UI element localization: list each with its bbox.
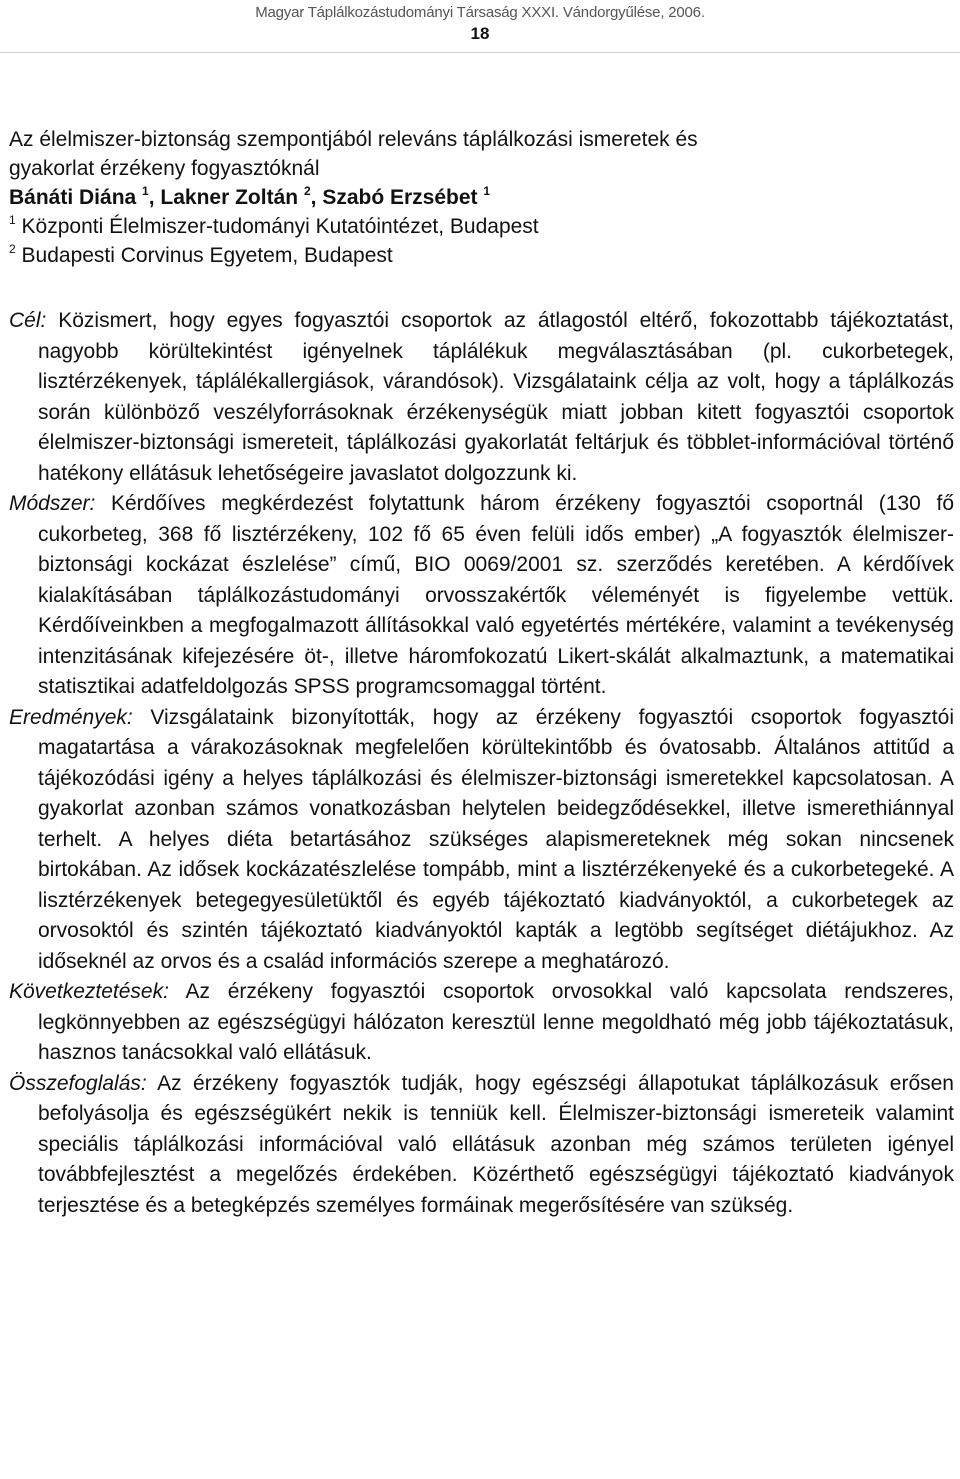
- author-name: Lakner Zoltán: [160, 186, 299, 209]
- author-affiliation-marker: 1: [483, 184, 491, 198]
- section-text: Kérdőíves megkérdezést folytattunk három érzékeny fogyasztói csoportnál (130 fő cukorbeteg, 368 fő lisztérzékeny, 102 fő 65 éven felüli idős ember) „A fogyasztók élelmiszer-biztonsági kockázat észlelése” című, BIO 0069/2001 sz. szerződés keretében. A kérdőívek kialakításában táplálkozástudományi orvosszakértők véleményét is figyelembe vettük. Kérdőíveinkben a megfogalmazott állításokkal való egyetértés mértékére, valamint a tevékenység intenzitásának kifejezésére öt-, illetve háromfokozatú Likert-skálát alkalmaztunk, a matematikai statisztikai adatfeldolgozás SPSS programcsomaggal történt.: [38, 492, 954, 698]
- author-name: Szabó Erzsébet: [322, 186, 478, 209]
- author-separator: ,: [148, 186, 161, 209]
- abstract-body: [9, 306, 954, 1221]
- section-text: Vizsgálataink bizonyították, hogy az érzékeny fogyasztói csoportok fogyasztói magatartása a várakozásoknak megfelelően körültekintőbb és óvatosabb. Általános attitűd a tájékozódási igény a helyes táplálkozási és élelmiszer-biztonsági ismeretekkel kapcsolatosan. A gyakorlat azonban számos vonatkozásban helytelen beidegződésekkel, illetve ismerethiánnyal terhelt. A helyes diéta betartásához szükséges alapismereteknek még sokan nincsenek birtokában. Az idősek kockázatészlelése tompább, mint a lisztérzékenyeké és a cukorbetegeké. A lisztérzékenyek betegegyesületüktől és egyéb tájékoztató kiadványoktól, a cukorbetegek az orvosoktól és szintén tájékoztató kiadványoktól kapták a legtöbb segítséget diétájukhoz. Az időseknél az orvos és a család információs szerepe a meghatározó.: [38, 705, 954, 973]
- section-label: Összefoglalás:: [9, 1071, 147, 1095]
- section-label: Módszer:: [9, 492, 96, 515]
- affiliation-1: [9, 212, 954, 241]
- section-text: Közismert, hogy egyes fogyasztói csoportok az átlagostól eltérő, fokozottabb tájékoztatást, nagyobb körültekintést igényelnek táplálékuk megválasztásában (pl. cukorbetegek, lisztérzékenyek, táplálékallergiások, várandósok). Vizsgálataink célja az volt, hogy a táplálkozás során különböző veszélyforrásoknak érzékenységük miatt jobban kitett fogyasztói csoportok élelmiszer-biztonsági ismereteit, táplálkozási gyakorlatát feltárjuk és többlet-információval történő hatékony ellátásuk lehetőségeire javaslatot dolgozzunk ki.: [38, 309, 954, 485]
- section-conclusions: [9, 977, 954, 1069]
- section-results: [9, 703, 954, 978]
- author-list: [9, 183, 954, 212]
- affiliation-marker: 2: [9, 242, 16, 256]
- section-label: Eredmények:: [9, 705, 133, 729]
- affiliation-2: [9, 241, 954, 270]
- article-title-line-1: Az élelmiszer-biztonság szempontjából releváns táplálkozási ismeretek és: [9, 128, 698, 151]
- affiliation-text: Budapesti Corvinus Egyetem, Budapest: [21, 244, 393, 267]
- section-text: Az érzékeny fogyasztói csoportok orvosokkal való kapcsolata rendszeres, legkönnyebben az egészségügyi hálózaton keresztül lenne megoldható még jobb tájékoztatásuk, hasznos tanácsokkal való ellátásuk.: [38, 980, 954, 1064]
- author-affiliation-marker: 2: [303, 184, 311, 198]
- section-methods: [9, 489, 954, 703]
- section-summary: [9, 1069, 954, 1222]
- page-header: [0, 0, 960, 53]
- section-label: Következtetések:: [9, 980, 169, 1003]
- section-goal: [9, 306, 954, 489]
- page-number: 18: [470, 24, 490, 43]
- author-affiliation-marker: 1: [142, 184, 149, 198]
- author-separator: ,: [310, 186, 323, 209]
- article-title-line-2: gyakorlat érzékeny fogyasztóknál: [9, 157, 320, 180]
- author-name: Bánáti Diána: [9, 186, 137, 209]
- affiliation-marker: 1: [9, 213, 16, 227]
- section-label: Cél:: [9, 309, 47, 332]
- title-block: [9, 125, 954, 270]
- affiliation-text: Központi Élelmiszer-tudományi Kutatóintézet, Budapest: [21, 215, 539, 238]
- section-text: Az érzékeny fogyasztók tudják, hogy egészségi állapotukat táplálkozásuk erősen befolyásolja és egészségükért nekik is tenniük kell. Élelmiszer-biztonsági ismereteik valamint speciális táplálkozási információval való ellátásuk azonban még számos területen igényel továbbfejlesztést a megelőzés érdekében. Közérthető egészségügyi tájékoztató kiadványok terjesztése és a betegképzés személyes formáinak megerősítésére van szükség.: [38, 1071, 954, 1217]
- running-head: Magyar Táplálkozástudományi Társaság XXXI. Vándorgyűlése, 2006.: [255, 4, 705, 21]
